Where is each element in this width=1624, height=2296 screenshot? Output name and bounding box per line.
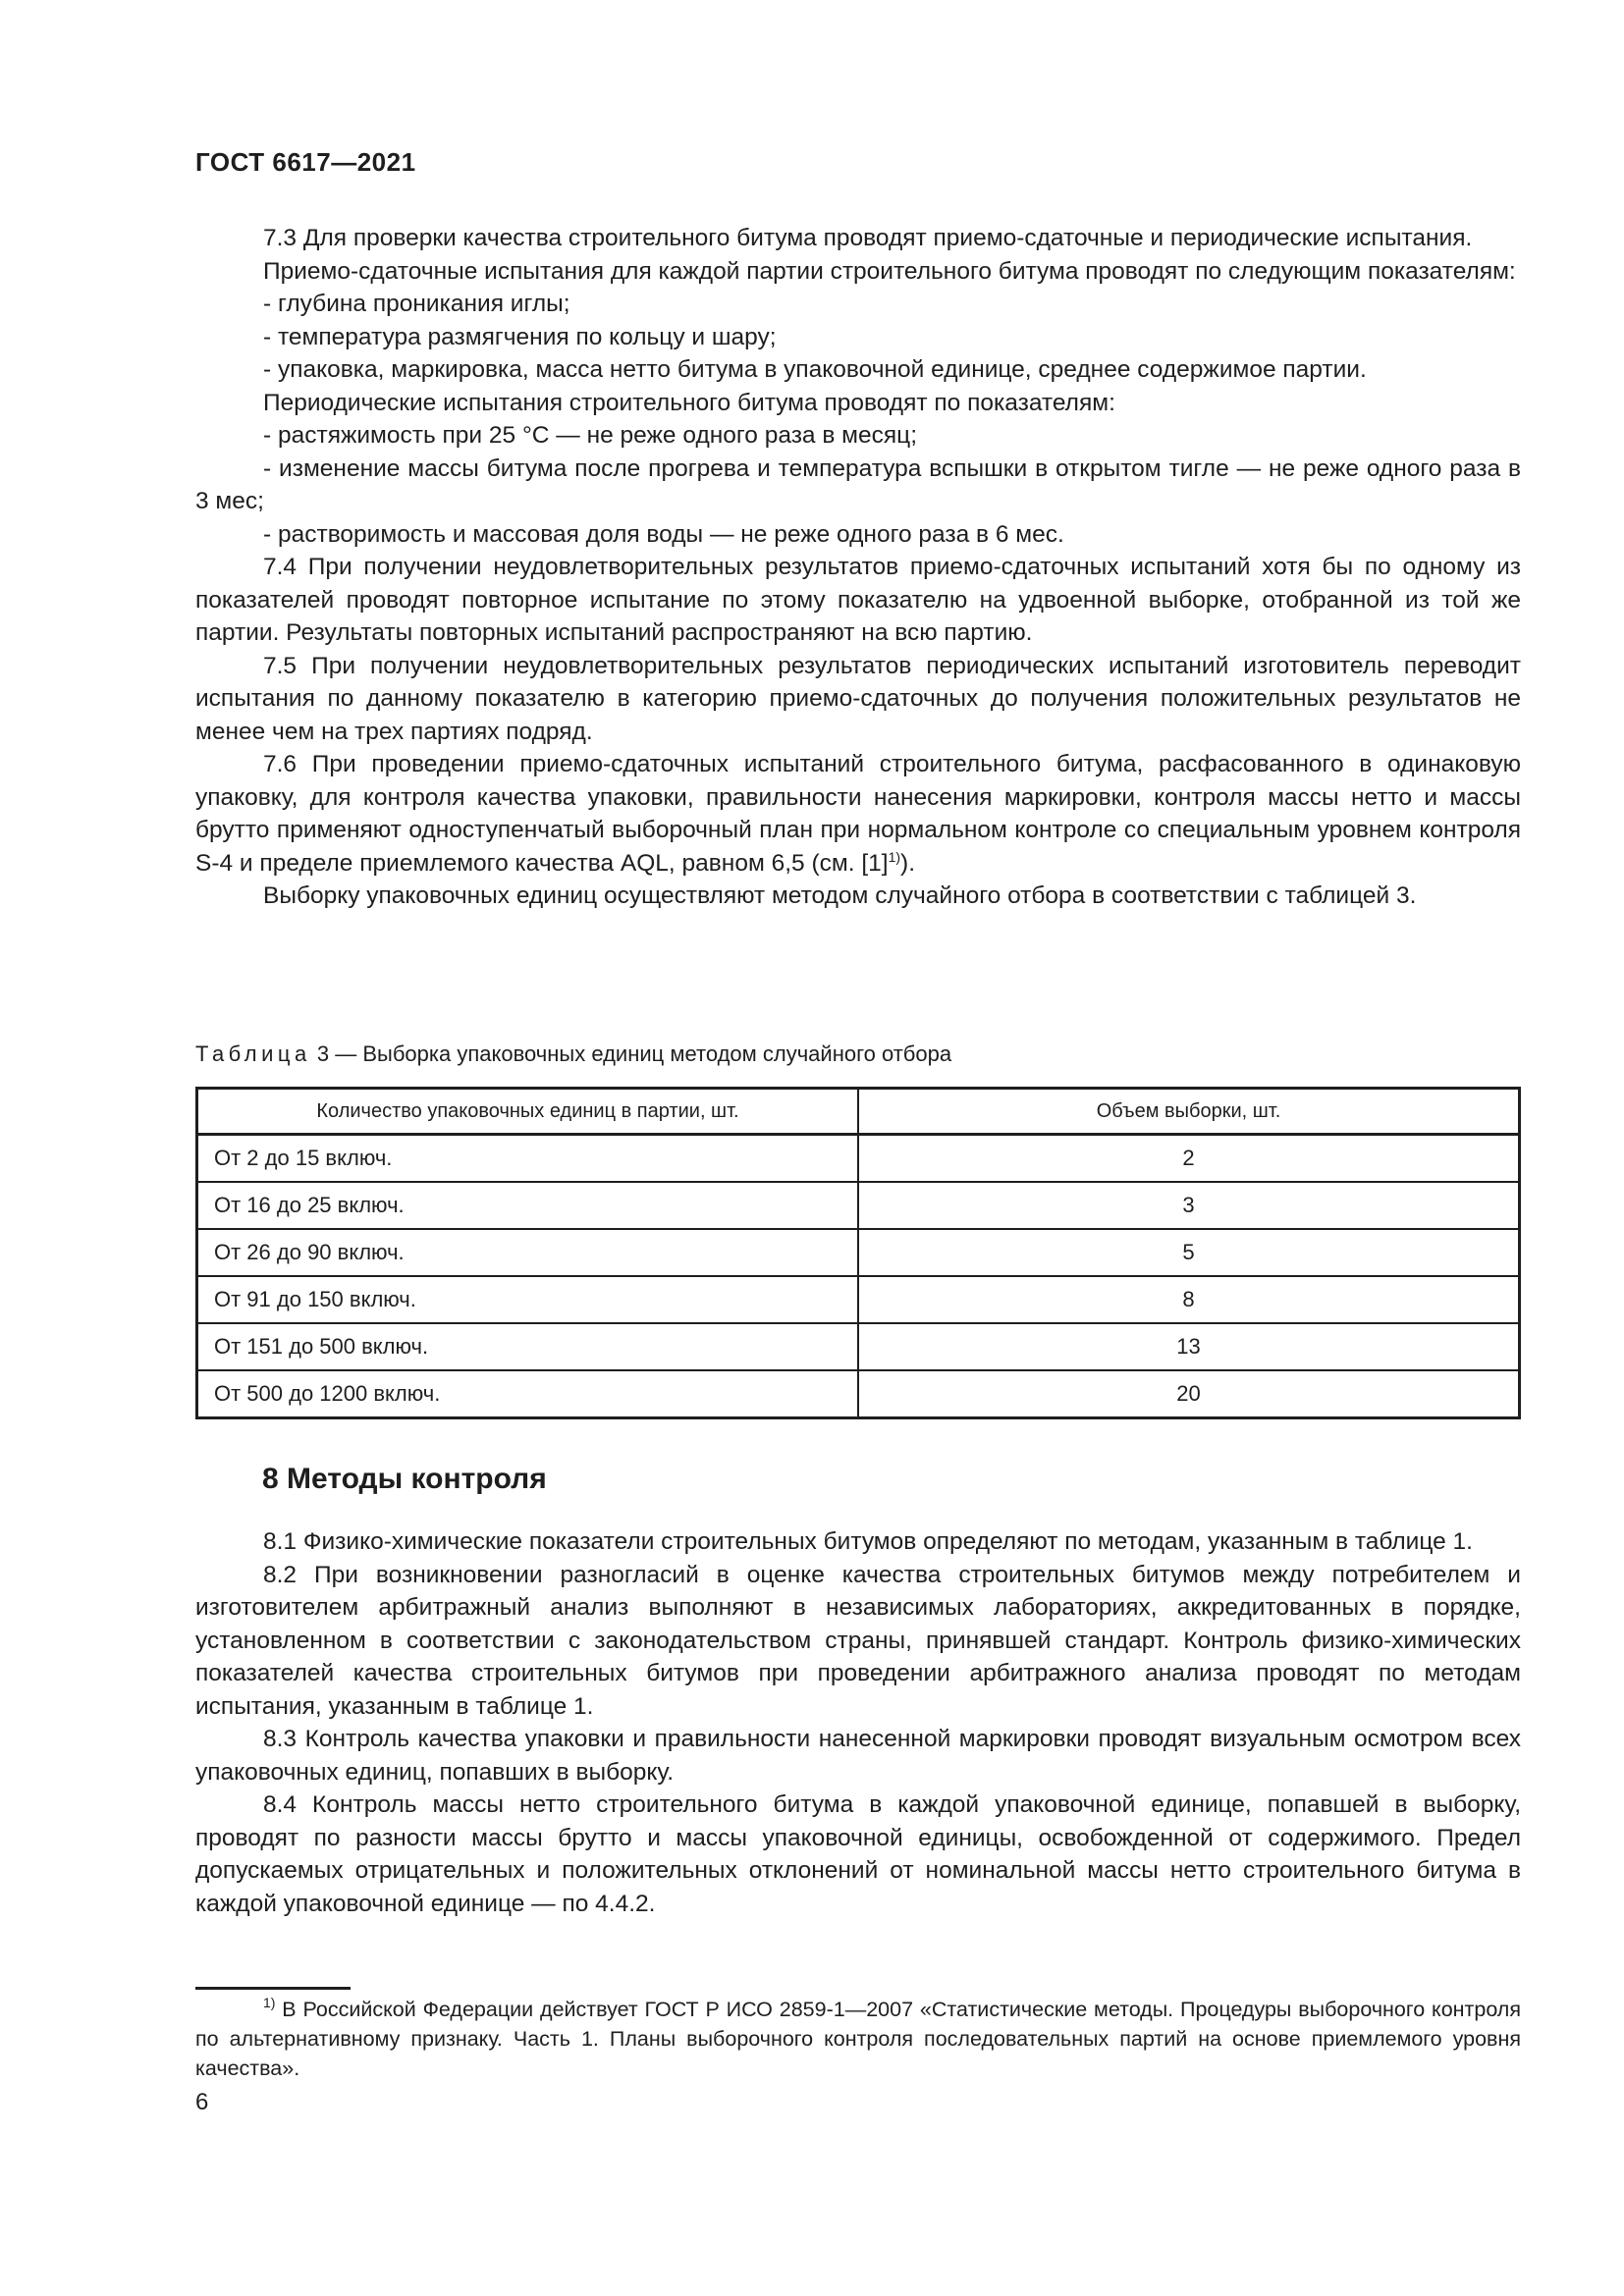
document-page	[195, 0, 1521, 2296]
table-row	[197, 1135, 1520, 1183]
paragraph-7-3: 7.3 Для проверки качества строительного битума проводят приемо-сдаточные и периодические испытания.	[263, 225, 1473, 251]
paragraph-7-5: 7.5 При получении неудовлетворительных результатов периодических испытаний изготовитель переводит испытания по данному показателю в категорию приемо-сдаточных до получения положительных результатов не менее чем на трех партиях подряд.	[195, 652, 1521, 745]
table-cell: 20	[858, 1370, 1520, 1418]
section-8-title: 8 Методы контроля	[262, 1463, 547, 1495]
footnote-text: В Российской Федерации действует ГОСТ Р ИСО 2859-1—2007 «Статистические методы. Процедуры выборочного контроля по альтернативному признаку. Часть 1. Планы выборочного контроля последовательных партий на основе приемлемого уровня качества».	[195, 1998, 1521, 2080]
standard-header: ГОСТ 6617—2021	[195, 147, 416, 177]
table-row	[197, 1229, 1520, 1276]
footnote-marker: 1)	[263, 1995, 276, 2010]
paragraph-7-4: 7.4 При получении неудовлетворительных результатов приемо-сдаточных испытаний хотя бы по одному из показателей проводят повторное испытание по этому показателю на удвоенной выборке, отобранной из той же партии. Результаты повторных испытаний распространяют на всю партию.	[195, 554, 1521, 646]
list-item: - изменение массы битума после прогрева и температура вспышки в открытом тигле — не реже одного раза в 3 мес;	[195, 454, 1521, 514]
paragraph-8-1: 8.1 Физико-химические показатели строительных битумов определяют по методам, указанным в таблице 1.	[263, 1528, 1473, 1555]
table-row	[197, 1323, 1520, 1370]
paragraph-8-3: 8.3 Контроль качества упаковки и правильности нанесенной маркировки проводят визуальным осмотром всех упаковочных единиц, попавших в выборку.	[195, 1726, 1521, 1786]
sampling-paragraph: Выборку упаковочных единиц осуществляют методом случайного отбора в соответствии с таблицей 3.	[263, 882, 1417, 909]
paragraph-7-6-end: ).	[900, 849, 915, 877]
table-cell: От 16 до 25 включ.	[197, 1182, 859, 1229]
table-cell: От 2 до 15 включ.	[197, 1135, 859, 1183]
paragraph-8-2: 8.2 При возникновении разногласий в оценке качества строительных битумов между потребителем и изготовителем арбитражный анализ выполняют в независимых лабораториях, аккредитованных в порядке, установленном в соответствии с законодательством страны, принявшей стандарт. Контроль физико-химических показателей качества строительных битумов при проведении арбитражного анализа проводят по методам испытания, указанным в таблице 1.	[195, 1561, 1521, 1720]
section-8-text	[195, 1525, 1521, 1920]
column-header: Объем выборки, шт.	[858, 1089, 1520, 1135]
table-3-caption	[195, 1041, 951, 1067]
table-cell: От 26 до 90 включ.	[197, 1229, 859, 1276]
footnote-divider	[195, 1987, 351, 1990]
list-item: - глубина проникания иглы;	[263, 291, 570, 317]
table-row	[197, 1182, 1520, 1229]
list-item: - температура размягчения по кольцу и шару;	[263, 323, 777, 350]
table-cell: 5	[858, 1229, 1520, 1276]
column-header: Количество упаковочных единиц в партии, шт.	[197, 1089, 859, 1135]
table-cell: От 500 до 1200 включ.	[197, 1370, 859, 1418]
caption-word: Таблица	[195, 1041, 311, 1066]
paragraph-7-6	[195, 748, 1521, 880]
page-number: 6	[195, 2089, 209, 2115]
table-cell: 2	[858, 1135, 1520, 1183]
table-cell: От 91 до 150 включ.	[197, 1276, 859, 1323]
list-item: - растворимость и массовая доля воды — не реже одного раза в 6 мес.	[263, 520, 1064, 548]
table-cell: 13	[858, 1323, 1520, 1370]
paragraph-8-4: 8.4 Контроль массы нетто строительного битума в каждой упаковочной единице, попавшей в выборку, проводят по разности массы брутто и массы упаковочной единицы, освобожденной от содержимого. Предел допускаемых отрицательных и положительных отклонений от номинальной массы нетто строительного битума в каждой упаковочной единице — по 4.4.2.	[195, 1791, 1521, 1917]
periodic-tests-intro: Периодические испытания строительного битума проводят по показателям:	[263, 389, 1115, 416]
footnote	[195, 1995, 1521, 2083]
table-header-row	[197, 1089, 1520, 1135]
acceptance-tests-intro: Приемо-сдаточные испытания для каждой партии строительного битума проводят по следующим показателям:	[263, 257, 1516, 285]
list-item: - упаковка, маркировка, масса нетто битума в упаковочной единице, среднее содержимое партии.	[263, 356, 1367, 383]
table-cell: 3	[858, 1182, 1520, 1229]
table-row	[197, 1276, 1520, 1323]
paragraph-7-6-text: 7.6 При проведении приемо-сдаточных испытаний строительного битума, расфасованного в одинаковую упаковку, для контроля качества упаковки, правильности нанесения маркировки, контроля массы нетто и массы брутто применяют одноступенчатый выборочный план при нормальном контроле со специальным уровнем контроля S-4 и пределе приемлемого качества AQL, равном 6,5 (см. [1]	[195, 751, 1521, 877]
caption-text: 3 — Выборка упаковочных единиц методом случайного отбора	[310, 1041, 952, 1066]
table-row	[197, 1370, 1520, 1418]
table-cell: 8	[858, 1276, 1520, 1323]
footnote-reference[interactable]: 1)	[888, 848, 901, 865]
list-item: - растяжимость при 25 °С — не реже одного раза в месяц;	[263, 422, 918, 449]
table-3	[195, 1087, 1521, 1419]
table-cell: От 151 до 500 включ.	[197, 1323, 859, 1370]
section-7-text	[195, 222, 1521, 913]
